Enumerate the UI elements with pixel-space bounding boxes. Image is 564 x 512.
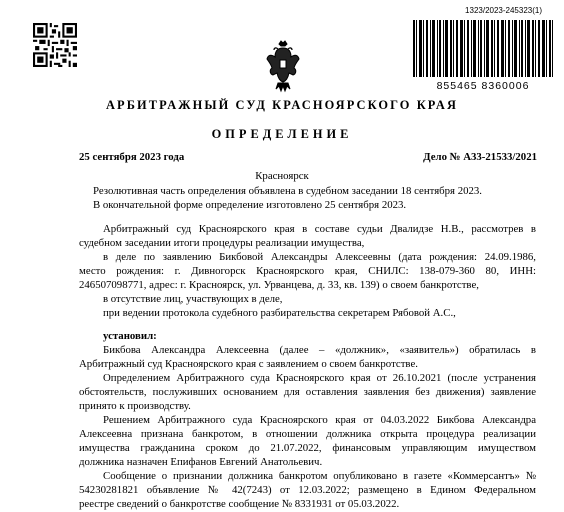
case-id-label: 1323/2023-245323(1)	[465, 6, 542, 15]
paragraph-line: Арбитражный суд Красноярского края в составе судьи Двалидзе Н.В., рассмотрев в	[103, 223, 536, 235]
paragraph-line: Алексеевна признана банкротом, в отношении должника открыта процедура реализации	[79, 428, 536, 440]
final-form-note: В окончательной форме определение изготовлено 25 сентября 2023.	[93, 199, 407, 211]
qr-code-icon	[33, 23, 77, 67]
paragraph-line: Решением Арбитражного суда Красноярского края от 04.03.2022 Бикбова Александра	[103, 414, 536, 426]
paragraph-line: в деле по заявлению Бикбовой Александры Алексеевны (дата рождения: 24.09.1986,	[103, 251, 536, 263]
paragraph-line: принято к производству.	[79, 400, 191, 412]
barcode-number: 855465 8360006	[436, 80, 530, 92]
paragraph-line: при ведении протокола судебного разбирательства секретарем Рябовой А.С.,	[103, 307, 456, 319]
paragraph-line: 246507098771, адрес: г. Красноярск, ул. Урванцева, д. 33, кв. 139) о своем банкротстве,	[79, 279, 479, 291]
established-heading: установил:	[103, 330, 157, 342]
document-type: ОПРЕДЕЛЕНИЕ	[211, 127, 353, 141]
paragraph-line: имущества гражданина сроком до 21.07.2022, финансовым управляющим имуществом	[79, 442, 536, 454]
paragraph-line: реестре сведений о банкротстве сообщение № 8331931 от 05.03.2022.	[79, 498, 400, 510]
paragraph-line: Арбитражный суд Красноярского края с заявлением о своем банкротстве.	[79, 358, 418, 370]
paragraph-line: место рождения: г. Дивногорск Красноярского края, СНИЛС: 138-079-360 80, ИНН:	[79, 265, 536, 277]
paragraph-line: Сообщение о признании должника банкротом опубликовано в газете «Коммерсантъ» №	[103, 470, 536, 482]
paragraph-line: в отсутствие лиц, участвующих в деле,	[103, 293, 283, 305]
barcode-icon	[413, 20, 553, 77]
russian-coat-of-arms-icon	[266, 40, 300, 94]
paragraph-line: Бикбова Александра Алексеевна (далее – «должник», «заявитель») обратилась в	[103, 344, 536, 356]
paragraph-line: судебном заседании итоги процедуры реализации имущества,	[79, 237, 365, 249]
paragraph-line: обстоятельств, послуживших основанием для оставления заявления без движения) заявление	[79, 386, 536, 398]
paragraph-line: должника назначен Епифанов Евгений Анатольевич.	[79, 456, 323, 468]
case-number: Дело № А33-21533/2021	[423, 151, 537, 163]
operative-part-note: Резолютивная часть определения объявлена в судебном заседании 18 сентября 2023.	[93, 185, 483, 197]
court-name: АРБИТРАЖНЫЙ СУД КРАСНОЯРСКОГО КРАЯ	[106, 98, 458, 112]
city: Красноярск	[255, 170, 309, 182]
paragraph-line: 54230281821 объявление № 42(7243) от 12.03.2022; размещено в Едином Федеральном	[79, 484, 536, 496]
paragraph-line: Определением Арбитражного суда Красноярского края от 26.10.2021 (после устранения	[103, 372, 536, 384]
document-date: 25 сентября 2023 года	[79, 151, 185, 163]
